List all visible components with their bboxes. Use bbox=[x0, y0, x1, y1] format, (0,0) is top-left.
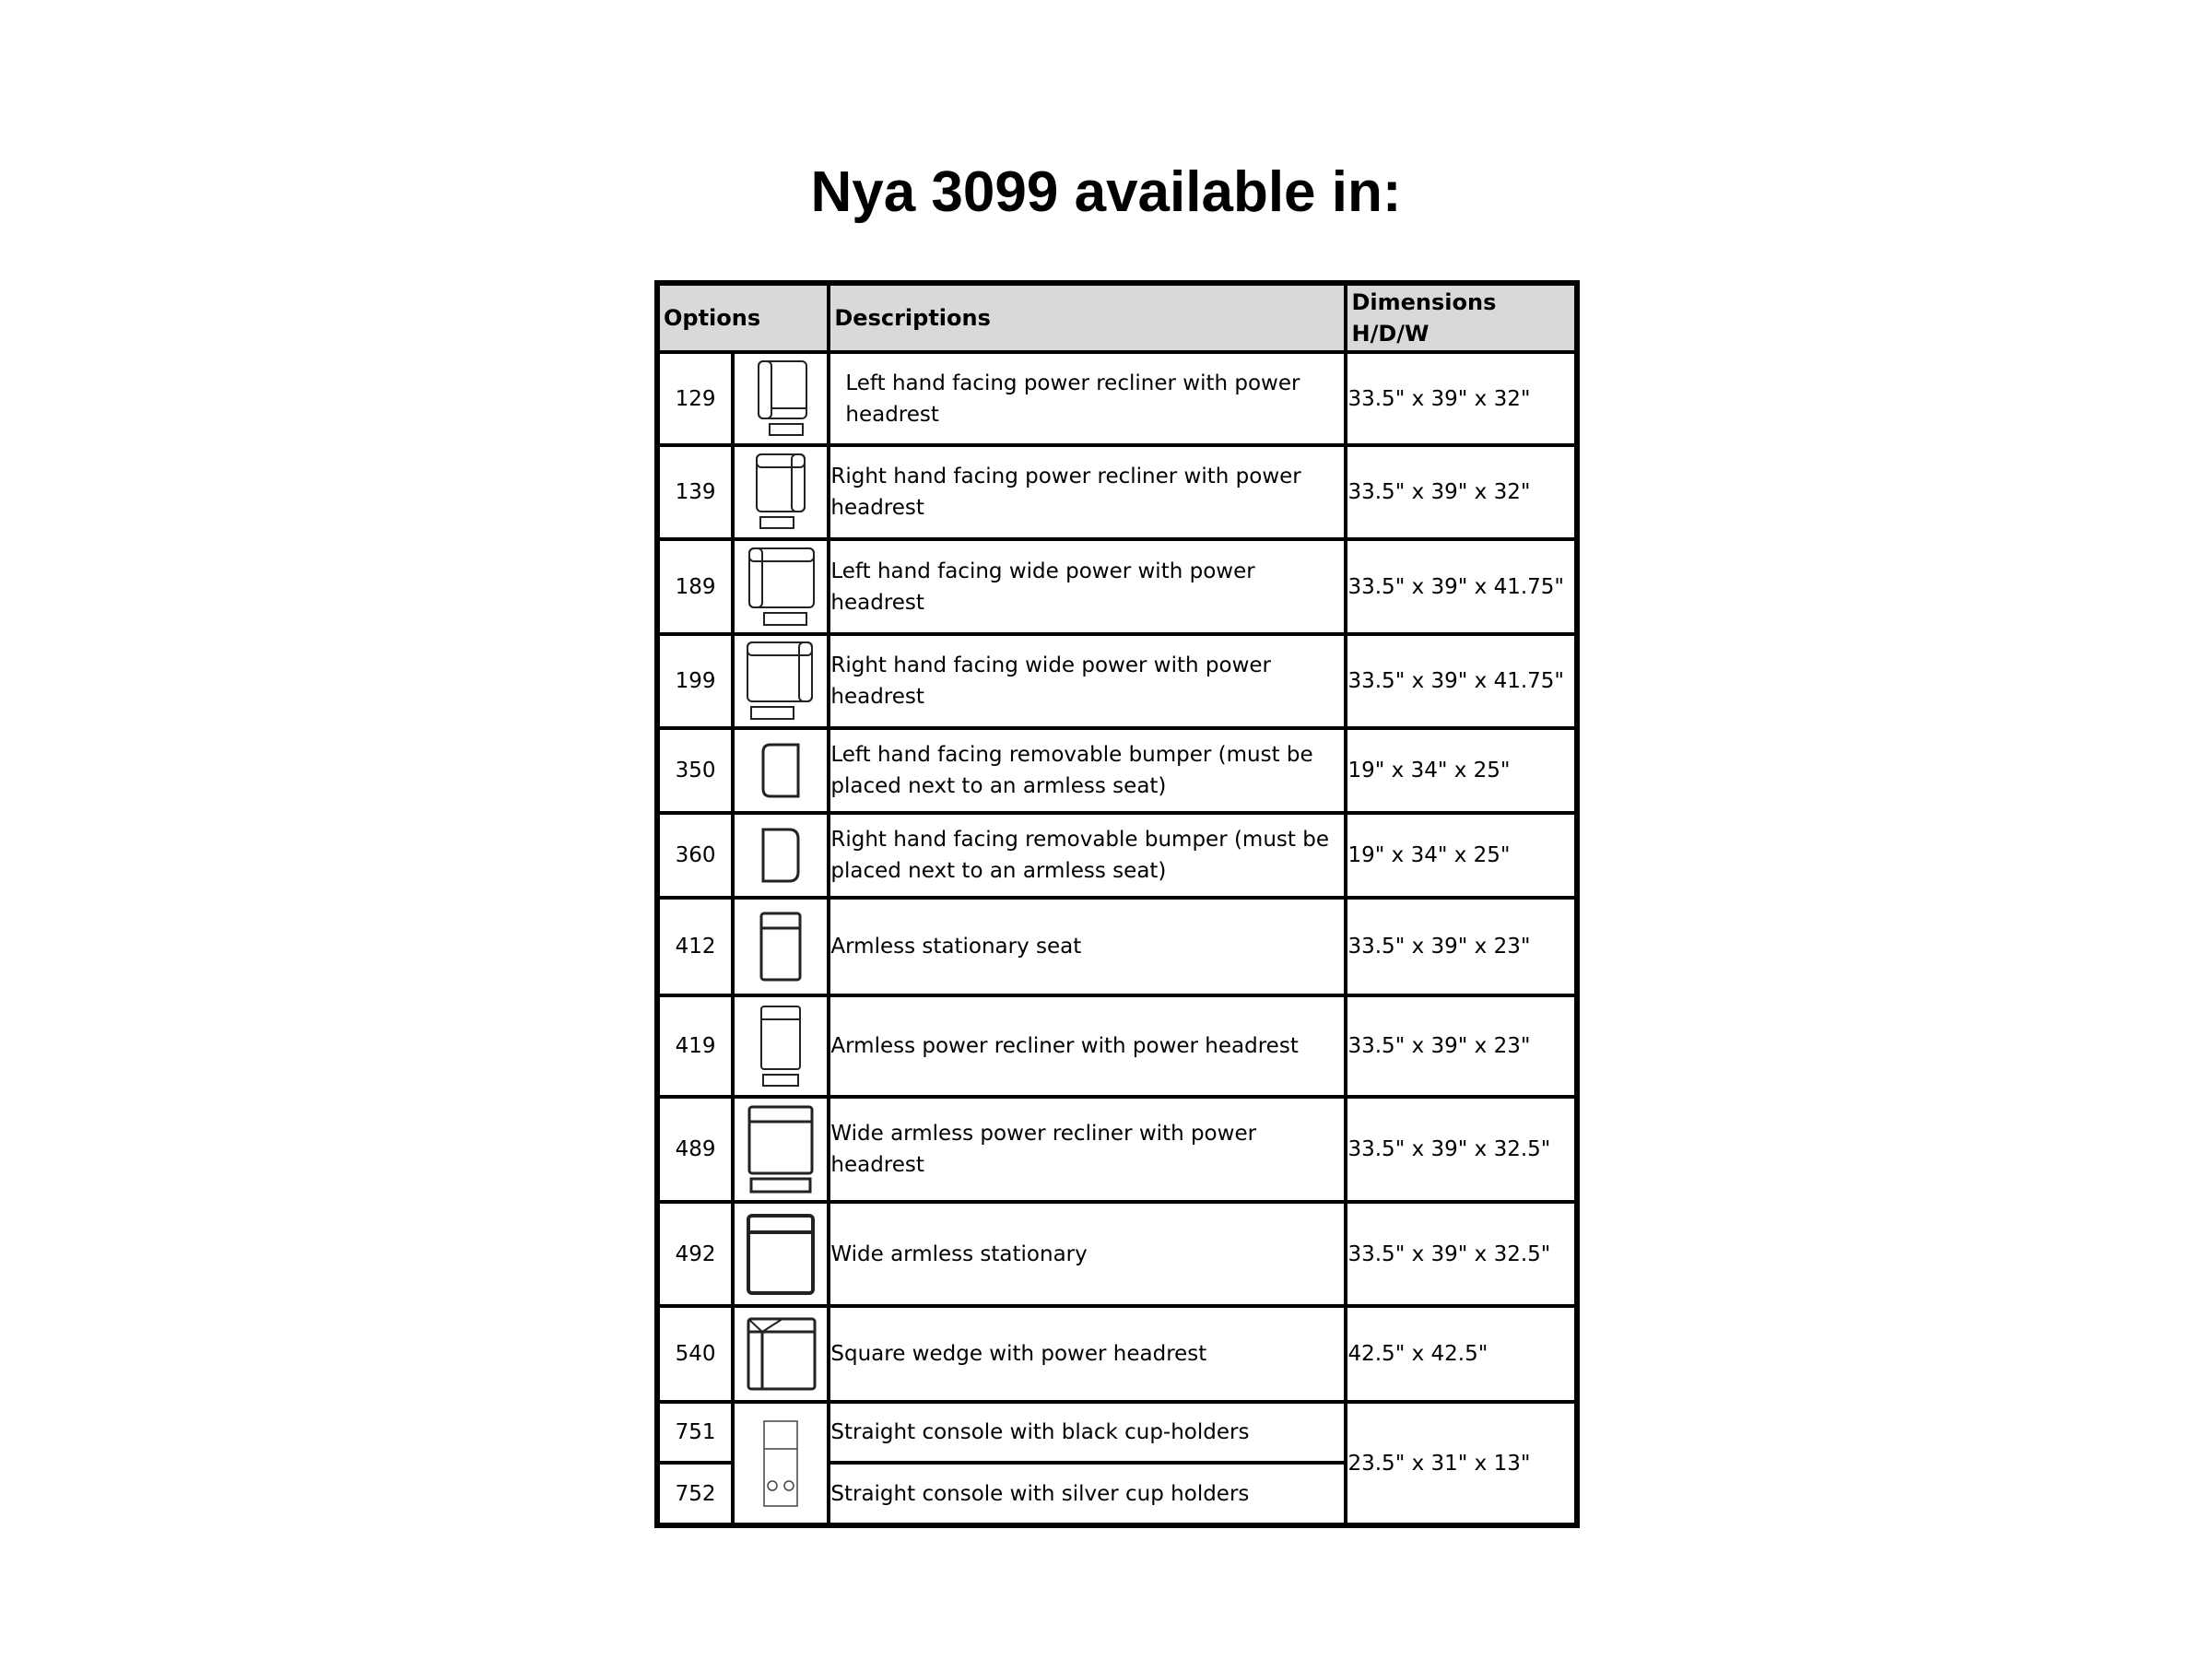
option-code: 139 bbox=[657, 445, 733, 539]
option-description: Right hand facing power recliner with power headrest bbox=[829, 445, 1346, 539]
table-header-row bbox=[657, 283, 1577, 352]
table-row bbox=[657, 898, 1577, 995]
option-dimensions: 19" x 34" x 25" bbox=[1346, 813, 1577, 898]
option-code: 751 bbox=[657, 1402, 733, 1463]
table-row bbox=[657, 995, 1577, 1097]
wide-armless-recliner-icon bbox=[733, 1097, 829, 1202]
left-bumper-icon bbox=[733, 728, 829, 813]
option-dimensions: 33.5" x 39" x 41.75" bbox=[1346, 634, 1577, 728]
armless-seat-icon bbox=[733, 898, 829, 995]
option-code: 540 bbox=[657, 1306, 733, 1402]
option-dimensions: 33.5" x 39" x 32.5" bbox=[1346, 1097, 1577, 1202]
options-header: Options bbox=[657, 283, 829, 352]
table-row bbox=[657, 634, 1577, 728]
option-dimensions: 23.5" x 31" x 13" bbox=[1346, 1402, 1577, 1525]
dimensions-header-units: H/D/W bbox=[1351, 321, 1430, 347]
option-description: Straight console with silver cup holders bbox=[829, 1463, 1346, 1525]
armless-recliner-icon bbox=[733, 995, 829, 1097]
option-code: 350 bbox=[657, 728, 733, 813]
option-code: 752 bbox=[657, 1463, 733, 1525]
table-row bbox=[657, 352, 1577, 445]
table-row bbox=[657, 1097, 1577, 1202]
left-facing-recliner-icon bbox=[733, 352, 829, 445]
page-title: Nya 3099 available in: bbox=[810, 160, 1402, 224]
table-row bbox=[657, 539, 1577, 634]
left-facing-wide-recliner-icon bbox=[733, 539, 829, 634]
option-code: 189 bbox=[657, 539, 733, 634]
option-dimensions: 19" x 34" x 25" bbox=[1346, 728, 1577, 813]
right-facing-wide-recliner-icon bbox=[733, 634, 829, 728]
table-row bbox=[657, 1306, 1577, 1402]
option-dimensions: 33.5" x 39" x 41.75" bbox=[1346, 539, 1577, 634]
option-code: 419 bbox=[657, 995, 733, 1097]
option-description: Wide armless stationary bbox=[829, 1202, 1346, 1306]
option-dimensions: 33.5" x 39" x 23" bbox=[1346, 898, 1577, 995]
option-dimensions: 42.5" x 42.5" bbox=[1346, 1306, 1577, 1402]
square-wedge-icon bbox=[733, 1306, 829, 1402]
option-dimensions: 33.5" x 39" x 32" bbox=[1346, 445, 1577, 539]
wide-armless-seat-icon bbox=[733, 1202, 829, 1306]
option-code: 129 bbox=[657, 352, 733, 445]
option-dimensions: 33.5" x 39" x 32" bbox=[1346, 352, 1577, 445]
dimensions-header-label: Dimensions bbox=[1351, 289, 1497, 315]
table-row bbox=[657, 728, 1577, 813]
option-description: Right hand facing wide power with power headrest bbox=[829, 634, 1346, 728]
table-row bbox=[657, 1402, 1577, 1463]
option-description: Square wedge with power headrest bbox=[829, 1306, 1346, 1402]
table-row bbox=[657, 1202, 1577, 1306]
right-facing-recliner-icon bbox=[733, 445, 829, 539]
option-code: 199 bbox=[657, 634, 733, 728]
dimensions-header bbox=[1346, 283, 1577, 352]
option-code: 412 bbox=[657, 898, 733, 995]
options-table bbox=[654, 280, 1580, 1528]
right-bumper-icon bbox=[733, 813, 829, 898]
option-code: 360 bbox=[657, 813, 733, 898]
option-description: Left hand facing wide power with power headrest bbox=[829, 539, 1346, 634]
option-code: 492 bbox=[657, 1202, 733, 1306]
table-row bbox=[657, 813, 1577, 898]
option-dimensions: 33.5" x 39" x 23" bbox=[1346, 995, 1577, 1097]
descriptions-header: Descriptions bbox=[829, 283, 1346, 352]
option-dimensions: 33.5" x 39" x 32.5" bbox=[1346, 1202, 1577, 1306]
console-cupholder-icon bbox=[733, 1402, 829, 1525]
option-description: Straight console with black cup-holders bbox=[829, 1402, 1346, 1463]
option-description: Left hand facing removable bumper (must be placed next to an armless seat) bbox=[829, 728, 1346, 813]
option-description: Armless power recliner with power headrest bbox=[829, 995, 1346, 1097]
option-description: Wide armless power recliner with power headrest bbox=[829, 1097, 1346, 1202]
option-description: Right hand facing removable bumper (must be placed next to an armless seat) bbox=[829, 813, 1346, 898]
table-row bbox=[657, 445, 1577, 539]
option-description: Left hand facing power recliner with power headrest bbox=[829, 352, 1346, 445]
option-code: 489 bbox=[657, 1097, 733, 1202]
option-description: Armless stationary seat bbox=[829, 898, 1346, 995]
